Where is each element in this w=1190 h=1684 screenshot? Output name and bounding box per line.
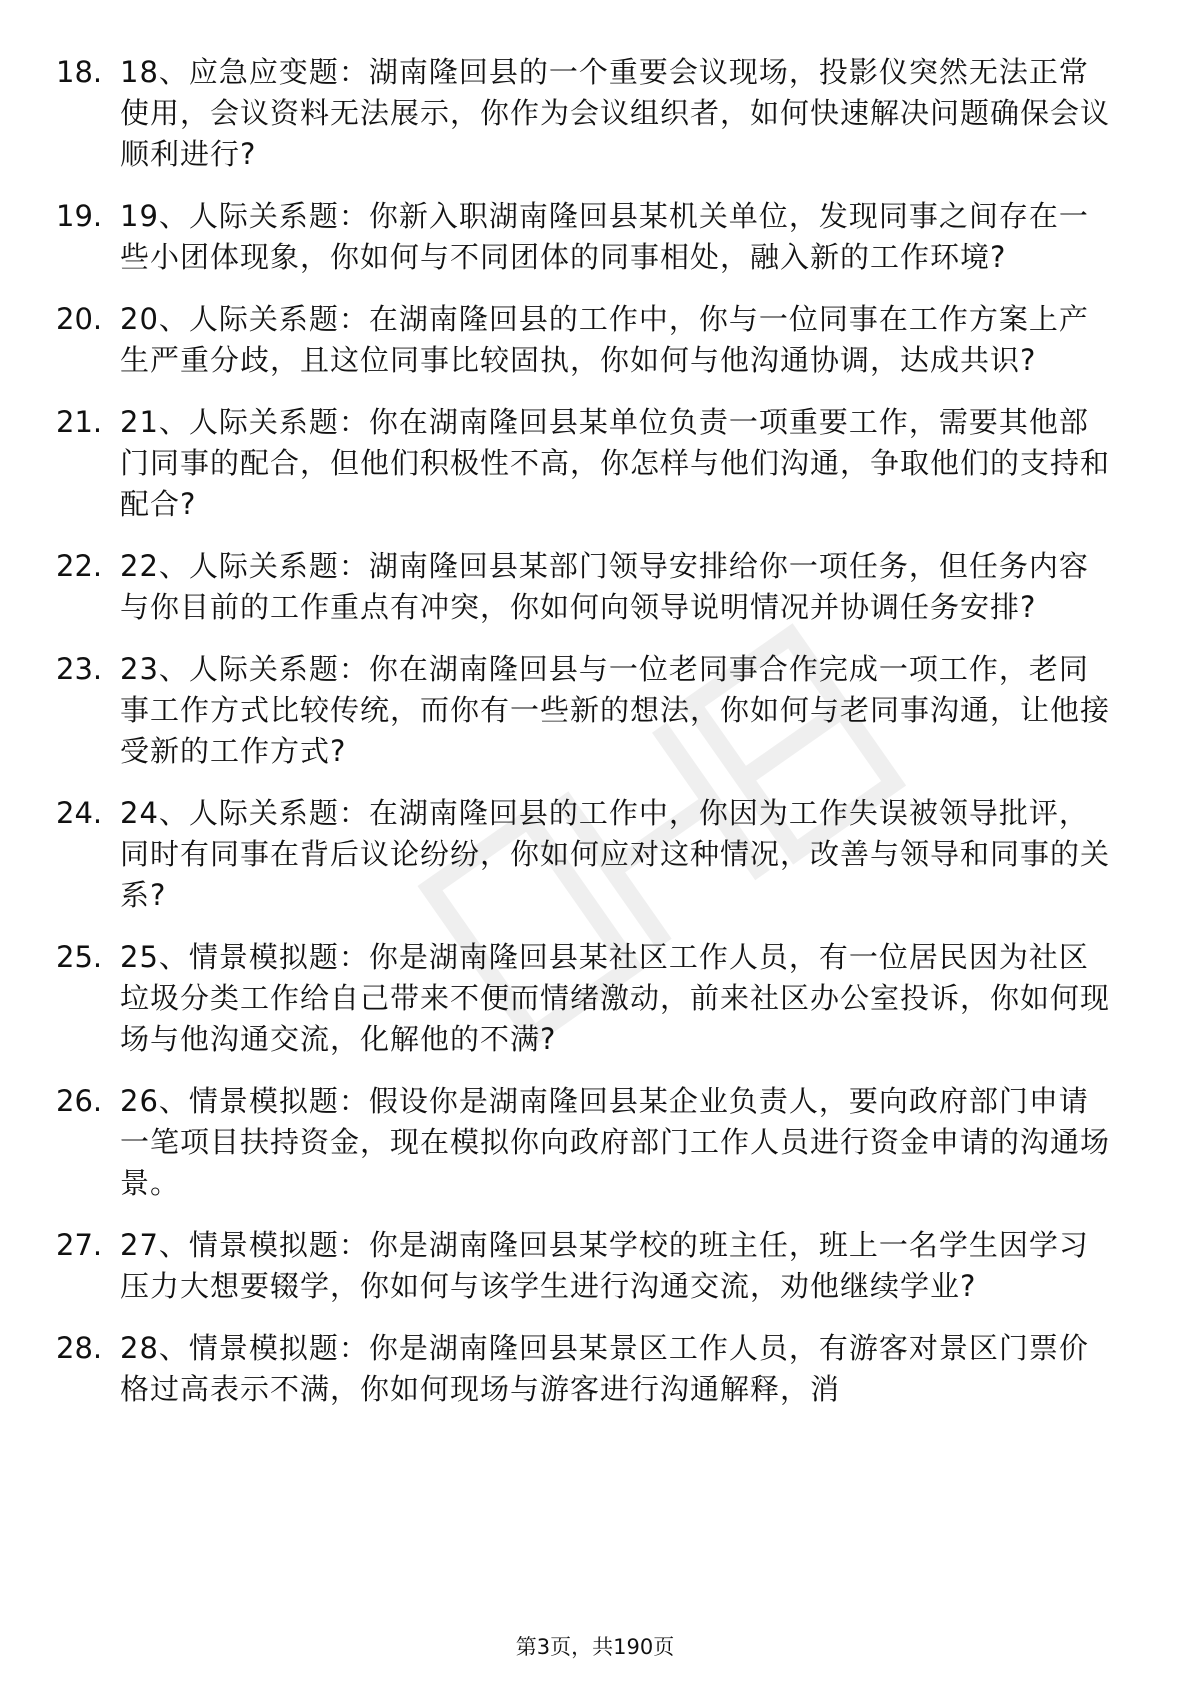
question-number: 27. <box>56 1228 103 1262</box>
question-number: 21. <box>56 405 103 439</box>
question-item <box>56 649 1116 772</box>
question-item <box>56 196 1116 278</box>
question-list <box>56 52 1116 1431</box>
question-number: 20. <box>56 302 103 336</box>
question-text: 18、应急应变题：湖南隆回县的一个重要会议现场，投影仪突然无法正常使用，会议资料无法展示，你作为会议组织者，如何快速解决问题确保会议顺利进行? <box>120 55 1111 171</box>
question-number: 25. <box>56 940 103 974</box>
question-text: 23、人际关系题：你在湖南隆回县与一位老同事合作完成一项工作，老同事工作方式比较传统，而你有一些新的想法，你如何与老同事沟通，让他接受新的工作方式? <box>120 652 1111 768</box>
question-item <box>56 299 1116 381</box>
question-number: 24. <box>56 796 103 830</box>
question-text: 22、人际关系题：湖南隆回县某部门领导安排给你一项任务，但任务内容与你目前的工作重点有冲突，你如何向领导说明情况并协调任务安排? <box>120 549 1089 624</box>
question-text: 24、人际关系题：在湖南隆回县的工作中，你因为工作失误被领导批评，同时有同事在背后议论纷纷，你如何应对这种情况，改善与领导和同事的关系? <box>120 796 1111 912</box>
question-number: 28. <box>56 1331 103 1365</box>
question-item <box>56 937 1116 1060</box>
question-text: 27、情景模拟题：你是湖南隆回县某学校的班主任，班上一名学生因学习压力大想要辍学，你如何与该学生进行沟通交流，劝他继续学业? <box>120 1228 1089 1303</box>
question-number: 22. <box>56 549 103 583</box>
question-text: 21、人际关系题：你在湖南隆回县某单位负责一项重要工作，需要其他部门同事的配合，但他们积极性不高，你怎样与他们沟通，争取他们的支持和配合? <box>120 405 1111 521</box>
question-text: 25、情景模拟题：你是湖南隆回县某社区工作人员，有一位居民因为社区垃圾分类工作给自己带来不便而情绪激动，前来社区办公室投诉，你如何现场与他沟通交流，化解他的不满? <box>120 940 1111 1056</box>
question-item <box>56 546 1116 628</box>
question-number: 23. <box>56 652 103 686</box>
page-footer: 第3页，共190页 <box>515 1635 675 1659</box>
question-item <box>56 52 1116 175</box>
question-item <box>56 1225 1116 1307</box>
question-number: 18. <box>56 55 103 89</box>
question-text: 19、人际关系题：你新入职湖南隆回县某机关单位，发现同事之间存在一些小团体现象，你如何与不同团体的同事相处，融入新的工作环境? <box>120 199 1089 274</box>
question-text: 28、情景模拟题：你是湖南隆回县某景区工作人员，有游客对景区门票价格过高表示不满，你如何现场与游客进行沟通解释，消 <box>120 1331 1089 1406</box>
question-text: 20、人际关系题：在湖南隆回县的工作中，你与一位同事在工作方案上产生严重分歧，且这位同事比较固执，你如何与他沟通协调，达成共识? <box>120 302 1089 377</box>
question-item <box>56 402 1116 525</box>
question-item <box>56 1081 1116 1204</box>
question-text: 26、情景模拟题：假设你是湖南隆回县某企业负责人，要向政府部门申请一笔项目扶持资金，现在模拟你向政府部门工作人员进行资金申请的沟通场景。 <box>120 1084 1111 1200</box>
question-item <box>56 793 1116 916</box>
question-item <box>56 1328 1116 1410</box>
question-number: 26. <box>56 1084 103 1118</box>
question-number: 19. <box>56 199 103 233</box>
